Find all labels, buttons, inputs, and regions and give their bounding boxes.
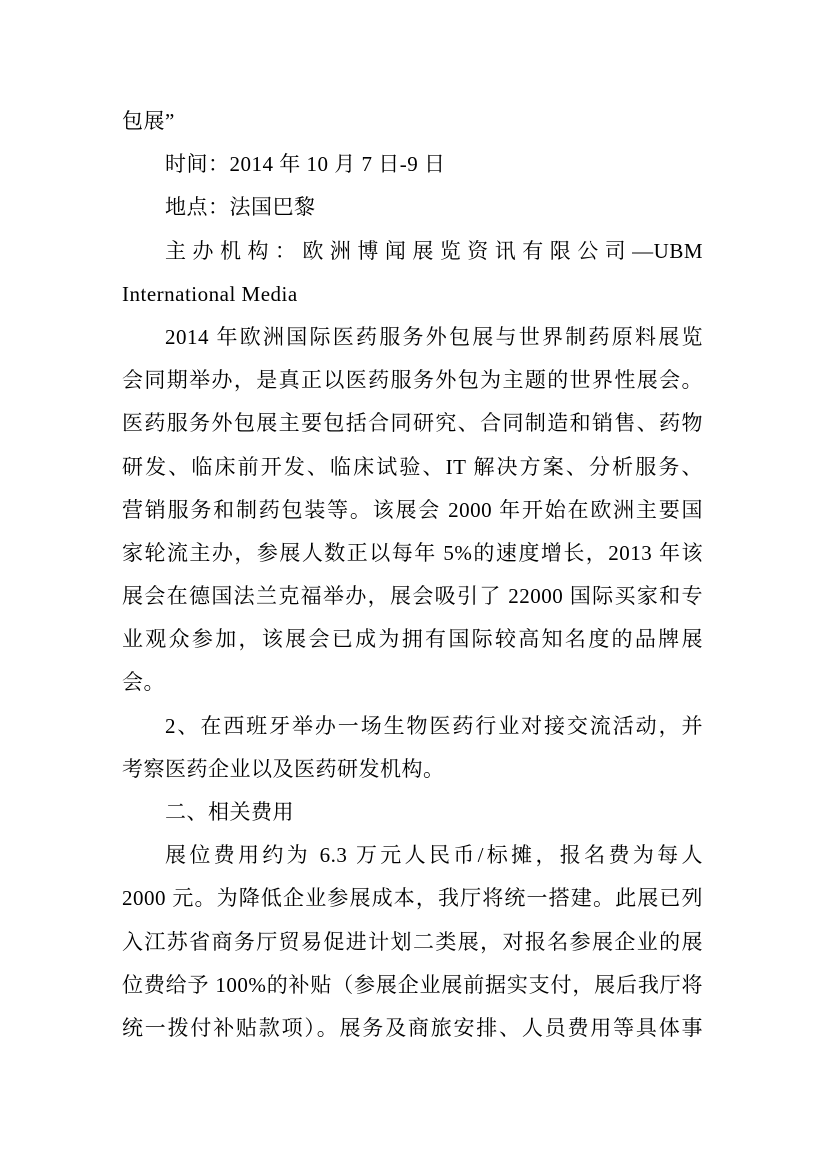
text-line: 考察医药企业以及医药研发机构。 — [122, 756, 445, 781]
text-line: 2000 元。为降低企业参展成本，我厅将统一搭建。此展已列 — [122, 886, 703, 911]
text-line: 业观众参加，该展会已成为拥有国际较高知名度的品牌展 — [122, 627, 703, 652]
text-line: 地点：法国巴黎 — [165, 195, 316, 220]
text-line: 展位费用约为 6.3 万元人民币/标摊，报名费为每人 — [165, 843, 703, 868]
text-line: 会同期举办，是真正以医药服务外包为主题的世界性展会。 — [122, 368, 703, 393]
text-line: 营销服务和制药包装等。该展会 2000 年开始在欧洲主要国 — [122, 497, 703, 522]
text-line: 家轮流主办，参展人数正以每年 5%的速度增长，2013 年该 — [122, 540, 703, 565]
text-line: 研发、临床前开发、临床试验、IT 解决方案、分析服务、 — [122, 454, 703, 479]
text-line: 包展” — [122, 109, 175, 133]
text-line: 时间：2014 年 10 月 7 日-9 日 — [165, 152, 446, 177]
text-line: 展会在德国法兰克福举办，展会吸引了 22000 国际买家和专 — [122, 584, 703, 609]
text-line: 医药服务外包展主要包括合同研究、合同制造和销售、药物 — [122, 411, 703, 436]
text-line: 统一拨付补贴款项）。展务及商旅安排、人员费用等具体事 — [122, 1015, 703, 1040]
document-text-block — [122, 100, 703, 1050]
text-line: 主办机构：欧洲博闻展览资讯有限公司—UBM — [165, 238, 703, 263]
text-line: 会。 — [122, 670, 165, 695]
text-line: International Media — [122, 281, 298, 306]
text-line: 2、在西班牙举办一场生物医药行业对接交流活动，并 — [165, 713, 703, 738]
text-line: 位费给予 100%的补贴（参展企业展前据实支付，展后我厅将 — [122, 972, 703, 997]
text-line: 入江苏省商务厅贸易促进计划二类展，对报名参展企业的展 — [122, 929, 703, 954]
text-line: 二、相关费用 — [165, 800, 294, 824]
text-line: 2014 年欧洲国际医药服务外包展与世界制药原料展览 — [165, 324, 703, 349]
